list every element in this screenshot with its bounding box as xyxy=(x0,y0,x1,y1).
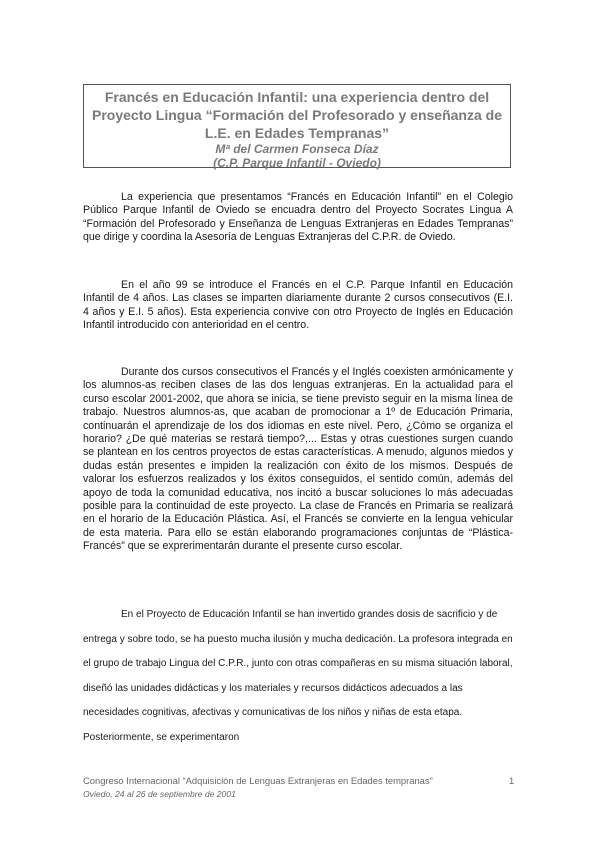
body-paragraph-3: Durante dos cursos consecutivos el Francés y el Inglés coexisten armónicamente y los alumnos-as reciben clases de las dos lenguas extranjeras. En la actualidad para el curso escolar 2001-2002, que ahora se inicia, se tiene previsto seguir en la misma línea de trabajo. Nuestros alumnos-as, que acaban de promocionar a 1º de Educación Primaria, continuarán el aprendizaje de los dos idiomas en este nivel. Pero, ¿Cómo se organiza el horario? ¿De qué materias se restará tiempo?,... Estas y otras cuestiones surgen cuando se plantean en los centros proyectos de estas características. A menudo, algunos miedos y dudas están presentes e impiden la realización con éxito de los mismos. Después de valorar los esfuerzos realizados y los éxitos conseguidos, el sentido común, además del apoyo de toda la comunidad educativa, nos incitó a buscar soluciones lo más adecuadas posible para la continuidad de este proyecto. La clase de Francés en Primaria se realizará en el horario de la Educación Plástica. Así, el Francés se convierte en la lengua vehicular de esta materia. Para ello se están elaborando programaciones conjuntas de “Plástica-Francés” que se exprerimentarán durante el presente curso escolar. xyxy=(83,366,513,553)
footer-conference: Congreso Internacional “Adquisición de Lenguas Extranjeras en Edades tempranas” xyxy=(83,775,433,786)
body-paragraph-1: La experiencia que presentamos “Francés en Educación Infantil” en el Colegio Público Parque Infantil de Oviedo se encuadra dentro del Proyecto Socrates Lingua A “Formación del Profesorado y Enseñanza de Lenguas Extranjeras en Edades Tempranas” que dirige y coordina la Asesoría de Lenguas Extranjeras del C.P.R. de Oviedo. xyxy=(83,191,513,244)
document-title-line-3: L.E. en Edades Tempranas” xyxy=(204,125,390,141)
page-number: 1 xyxy=(509,775,515,786)
title-box xyxy=(83,84,511,168)
document-title-line-1: Francés en Educación Infantil: una experiencia dentro del xyxy=(104,89,490,105)
author-affiliation: (C.P. Parque Infantil - Oviedo) xyxy=(213,156,381,170)
document-title-line-2: Proyecto Lingua “Formación del Profesorado y enseñanza de xyxy=(92,107,502,123)
footer-date: Oviedo, 24 al 26 de septiembre de 2001 xyxy=(83,789,236,799)
author-name: Mª del Carmen Fonseca Díaz xyxy=(215,142,379,156)
body-paragraph-4: En el Proyecto de Educación Infantil se han invertido grandes dosis de sacrificio y de entrega y sobre todo, se ha puesto mucha ilusión y mucha dedicación. La profesora integrada en el grupo de trabajo Lingua del C.P.R., junto con otras compañeras en su misma situación laboral, diseñó las unidades didácticas y los materiales y recursos didácticos adecuados a las necesidades cognitivas, afectivas y comunicativas de los niños y niñas de esta etapa. Posteriormente, se experimentaron xyxy=(83,609,513,743)
body-paragraph-2: En el año 99 se introduce el Francés en el C.P. Parque Infantil en Educación Infantil de 4 años. Las clases se imparten diariamente durante 2 cursos consecutivos (E.I. 4 años y E.I. 5 años). Esta experiencia convive con otro Proyecto de Inglés en Educación Infantil introducido con anterioridad en el centro. xyxy=(83,279,513,332)
